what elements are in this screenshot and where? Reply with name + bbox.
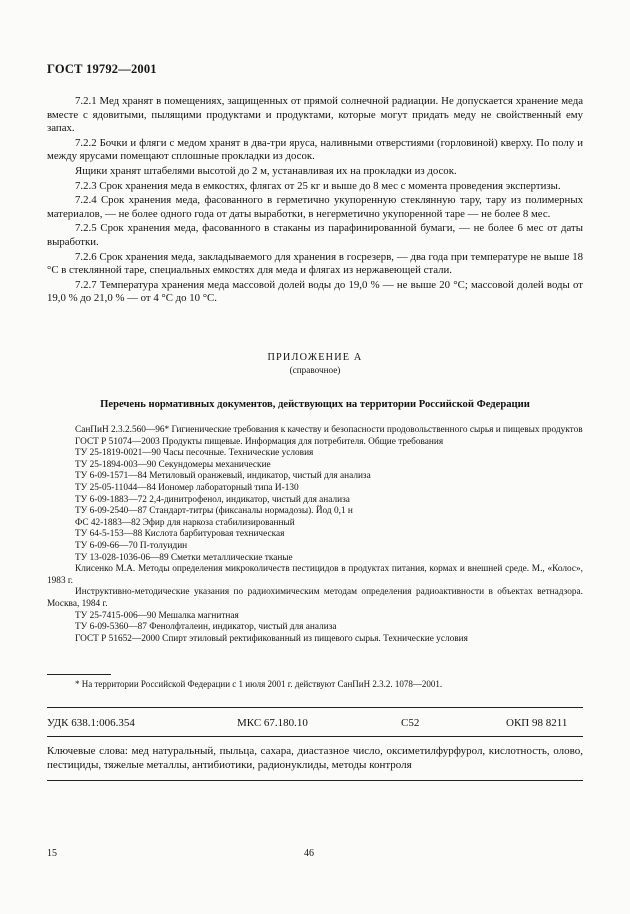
keywords: Ключевые слова: мед натуральный, пыльца, сахара, диастазное число, оксиметилфурфурол, кислотность, олово, пестициды, тяжелые металлы, антибиотики, радионуклиды, методы контроля bbox=[47, 745, 583, 771]
classification-row bbox=[47, 717, 583, 733]
list-item: ТУ 6-09-1571—84 Метиловый оранжевый, индикатор, чистый для анализа bbox=[75, 471, 371, 482]
mks-code: МКС 67.180.10 bbox=[237, 717, 308, 729]
list-item: ТУ 13-028-1036-06—89 Сметки металлические тканые bbox=[75, 552, 293, 563]
okp-code: ОКП 98 8211 bbox=[506, 717, 568, 729]
paragraph-7-2-2: 7.2.2 Бочки и фляги с медом хранят в два-три яруса, наливными отверстиями (горловиной) кверху. По полу и между ярусами помещают сплошные прокладки из досок. bbox=[47, 136, 583, 163]
paragraph-7-2-5: 7.2.5 Срок хранения меда, фасованного в стаканы из парафинированной бумаги, — не более 6 мес от даты выработки. bbox=[47, 222, 583, 248]
list-item: ФС 42-1883—82 Эфир для наркоза стабилизированный bbox=[75, 517, 295, 528]
list-item: ТУ 6-09-66—70 П-толуидин bbox=[75, 540, 188, 551]
list-item: ТУ 25-1894-003—90 Секундомеры механические bbox=[75, 459, 271, 470]
appendix-subtitle: (справочное) bbox=[289, 365, 341, 375]
documents-list-heading: Перечень нормативных документов, действующих на территории Российской Федерации bbox=[100, 399, 530, 410]
paragraph-7-2-4: 7.2.4 Срок хранения меда, фасованного в герметично укупоренную стеклянную тару, тару из полимерных материалов, — не более одного года от даты выработки, в негерметично укупоренной таре — не более 8 мес. bbox=[47, 194, 583, 220]
divider-bottom bbox=[47, 780, 583, 781]
group-code: С52 bbox=[401, 717, 420, 729]
paragraph-7-2-6: 7.2.6 Срок хранения меда, закладываемого для хранения в госрезерв, — два года при температуре не выше 18 °С в стеклянной таре, специальных емкостях для меда и флягах из нержавеющей стали. bbox=[47, 250, 583, 277]
storage-section bbox=[47, 95, 583, 307]
list-item: ГОСТ Р 51652—2000 Спирт этиловый ректификованный из пищевого сырья. Технические условия bbox=[75, 633, 468, 644]
divider-middle bbox=[47, 736, 583, 737]
list-item: ТУ 6-09-2540—87 Стандарт-титры (фиксаналы нормадозы). Йод 0,1 н bbox=[75, 506, 353, 517]
footnote: * На территории Российской Федерации с 1 июля 2001 г. действуют СанПиН 2.3.2. 1078—2001. bbox=[75, 679, 443, 689]
page-number: 46 bbox=[304, 848, 314, 859]
appendix-header bbox=[47, 352, 583, 376]
list-item: ТУ 6-09-1883—72 2,4-динитрофенол, индикатор, чистый для анализа bbox=[75, 494, 350, 505]
list-item: ТУ 25-05-11044—84 Иономер лабораторный типа И-130 bbox=[75, 482, 299, 493]
udk-code: УДК 638.1:006.354 bbox=[47, 717, 135, 729]
footnote-divider bbox=[47, 674, 111, 675]
list-item: Инструктивно-методические указания по радиохимическим методам определения радиоактивности в объектах ветнадзора. Москва, 1984 г. bbox=[47, 587, 583, 609]
divider-top bbox=[47, 707, 583, 708]
standard-title: ГОСТ 19792—2001 bbox=[47, 62, 157, 76]
paragraph-boxes: Ящики хранят штабелями высотой до 2 м, устанавливая их на прокладки из досок. bbox=[75, 164, 457, 177]
paragraph-7-2-3: 7.2.3 Срок хранения меда в емкостях, флягах от 25 кг и выше до 8 мес с момента проведения экспертизы. bbox=[75, 179, 561, 192]
list-item: ТУ 6-09-5360—87 Фенолфталеин, индикатор, чистый для анализа bbox=[75, 622, 337, 633]
list-item: СанПиН 2.3.2.560—96* Гигиенические требования к качеству и безопасности продовольственного сырья и пищевых продуктов bbox=[75, 425, 583, 435]
paragraph-7-2-7: 7.2.7 Температура хранения меда массовой долей воды до 19,0 % — не выше 20 °С; массовой долей воды от 19,0 % до 21,0 % — от 4 °С до 10 °С. bbox=[47, 278, 583, 305]
list-item: ТУ 64-5-153—88 Кислота барбитуровая техническая bbox=[75, 529, 285, 540]
appendix-title: ПРИЛОЖЕНИЕ А bbox=[267, 352, 363, 363]
footer-left-number: 15 bbox=[47, 848, 57, 859]
list-item: ТУ 25-7415-006—90 Мешалка магнитная bbox=[75, 610, 239, 621]
list-item: ТУ 25-1819-0021—90 Часы песочные. Технические условия bbox=[75, 448, 314, 459]
list-item: Клисенко М.А. Методы определения микроколичеств пестицидов в продуктах питания, кормах и внешней среде. М., «Колос», 1983 г. bbox=[47, 564, 583, 586]
list-item: ГОСТ Р 51074—2003 Продукты пищевые. Информация для потребителя. Общие требования bbox=[75, 436, 444, 447]
documents-list bbox=[47, 425, 583, 645]
paragraph-7-2-1: 7.2.1 Мед хранят в помещениях, защищенных от прямой солнечной радиации. Не допускается хранение меда вместе с ядовитыми, пылящими продуктами и продуктами, которые могут придать меду не свойственный ему запах. bbox=[47, 95, 583, 135]
